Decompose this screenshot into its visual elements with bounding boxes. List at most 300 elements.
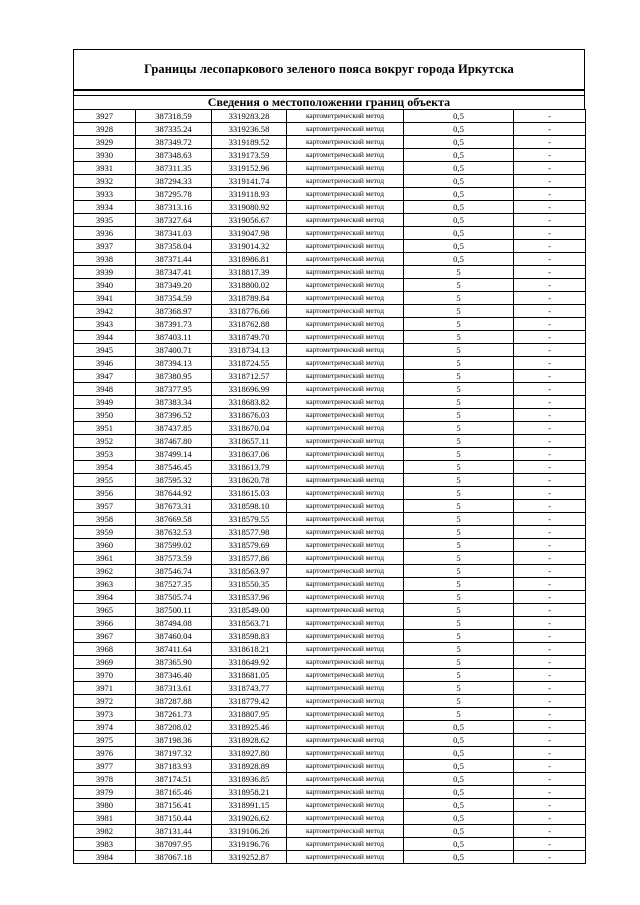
- point-number-cell: 3937: [74, 240, 136, 253]
- accuracy-cell: 5: [404, 578, 514, 591]
- accuracy-cell: 0,5: [404, 214, 514, 227]
- description-cell: -: [514, 799, 586, 812]
- point-number-cell: 3966: [74, 617, 136, 630]
- y-coordinate-cell: 3319189.52: [212, 136, 287, 149]
- point-number-cell: 3978: [74, 773, 136, 786]
- description-cell: -: [514, 266, 586, 279]
- accuracy-cell: 5: [404, 565, 514, 578]
- y-coordinate-cell: 3318734.13: [212, 344, 287, 357]
- description-cell: -: [514, 214, 586, 227]
- method-cell: картометрический метод: [287, 149, 404, 162]
- table-row: [74, 422, 586, 435]
- point-number-cell: 3958: [74, 513, 136, 526]
- accuracy-cell: 0,5: [404, 110, 514, 123]
- description-cell: -: [514, 123, 586, 136]
- point-number-cell: 3955: [74, 474, 136, 487]
- accuracy-cell: 5: [404, 474, 514, 487]
- accuracy-cell: 0,5: [404, 786, 514, 799]
- method-cell: картометрический метод: [287, 240, 404, 253]
- method-cell: картометрический метод: [287, 123, 404, 136]
- table-row: [74, 539, 586, 552]
- method-cell: картометрический метод: [287, 825, 404, 838]
- method-cell: картометрический метод: [287, 136, 404, 149]
- point-number-cell: 3936: [74, 227, 136, 240]
- accuracy-cell: 0,5: [404, 175, 514, 188]
- y-coordinate-cell: 3319252.87: [212, 851, 287, 864]
- point-number-cell: 3934: [74, 201, 136, 214]
- accuracy-cell: 5: [404, 682, 514, 695]
- x-coordinate-cell: 387347.41: [136, 266, 212, 279]
- point-number-cell: 3952: [74, 435, 136, 448]
- y-coordinate-cell: 3318676.03: [212, 409, 287, 422]
- method-cell: картометрический метод: [287, 318, 404, 331]
- method-cell: картометрический метод: [287, 422, 404, 435]
- y-coordinate-cell: 3319056.67: [212, 214, 287, 227]
- accuracy-cell: 0,5: [404, 188, 514, 201]
- method-cell: картометрический метод: [287, 162, 404, 175]
- y-coordinate-cell: 3318743.77: [212, 682, 287, 695]
- accuracy-cell: 5: [404, 487, 514, 500]
- point-number-cell: 3975: [74, 734, 136, 747]
- table-row: [74, 162, 586, 175]
- point-number-cell: 3971: [74, 682, 136, 695]
- accuracy-cell: 5: [404, 604, 514, 617]
- accuracy-cell: 5: [404, 448, 514, 461]
- description-cell: -: [514, 227, 586, 240]
- method-cell: картометрический метод: [287, 617, 404, 630]
- table-row: [74, 487, 586, 500]
- method-cell: картометрический метод: [287, 344, 404, 357]
- y-coordinate-cell: 3319047.98: [212, 227, 287, 240]
- point-number-cell: 3960: [74, 539, 136, 552]
- section-subtitle: Сведения о местоположении границ объекта: [73, 96, 585, 109]
- table-row: [74, 188, 586, 201]
- table-row: [74, 565, 586, 578]
- x-coordinate-cell: 387198.36: [136, 734, 212, 747]
- method-cell: картометрический метод: [287, 539, 404, 552]
- description-cell: -: [514, 838, 586, 851]
- description-cell: -: [514, 175, 586, 188]
- accuracy-cell: 5: [404, 331, 514, 344]
- method-cell: картометрический метод: [287, 838, 404, 851]
- accuracy-cell: 0,5: [404, 747, 514, 760]
- point-number-cell: 3940: [74, 279, 136, 292]
- x-coordinate-cell: 387349.20: [136, 279, 212, 292]
- point-number-cell: 3984: [74, 851, 136, 864]
- point-number-cell: 3949: [74, 396, 136, 409]
- accuracy-cell: 0,5: [404, 825, 514, 838]
- y-coordinate-cell: 3318637.06: [212, 448, 287, 461]
- x-coordinate-cell: 387287.88: [136, 695, 212, 708]
- method-cell: картометрический метод: [287, 773, 404, 786]
- x-coordinate-cell: 387295.78: [136, 188, 212, 201]
- x-coordinate-cell: 387335.24: [136, 123, 212, 136]
- point-number-cell: 3933: [74, 188, 136, 201]
- x-coordinate-cell: 387346.40: [136, 669, 212, 682]
- table-row: [74, 591, 586, 604]
- accuracy-cell: 5: [404, 279, 514, 292]
- document-title: Границы лесопаркового зеленого пояса вокруг города Иркутска: [73, 49, 585, 90]
- table-row: [74, 344, 586, 357]
- table-row: [74, 825, 586, 838]
- table-row: [74, 201, 586, 214]
- y-coordinate-cell: 3318618.21: [212, 643, 287, 656]
- point-number-cell: 3977: [74, 760, 136, 773]
- y-coordinate-cell: 3318789.84: [212, 292, 287, 305]
- description-cell: -: [514, 240, 586, 253]
- point-number-cell: 3948: [74, 383, 136, 396]
- description-cell: -: [514, 617, 586, 630]
- accuracy-cell: 0,5: [404, 734, 514, 747]
- table-row: [74, 279, 586, 292]
- y-coordinate-cell: 3319196.76: [212, 838, 287, 851]
- y-coordinate-cell: 3318807.95: [212, 708, 287, 721]
- accuracy-cell: 5: [404, 539, 514, 552]
- table-row: [74, 721, 586, 734]
- x-coordinate-cell: 387067.18: [136, 851, 212, 864]
- description-cell: -: [514, 760, 586, 773]
- x-coordinate-cell: 387460.04: [136, 630, 212, 643]
- accuracy-cell: 0,5: [404, 799, 514, 812]
- description-cell: -: [514, 721, 586, 734]
- x-coordinate-cell: 387467.80: [136, 435, 212, 448]
- accuracy-cell: 0,5: [404, 136, 514, 149]
- description-cell: -: [514, 435, 586, 448]
- table-row: [74, 838, 586, 851]
- x-coordinate-cell: 387174.51: [136, 773, 212, 786]
- description-cell: -: [514, 604, 586, 617]
- method-cell: картометрический метод: [287, 734, 404, 747]
- accuracy-cell: 5: [404, 630, 514, 643]
- table-row: [74, 669, 586, 682]
- description-cell: -: [514, 253, 586, 266]
- y-coordinate-cell: 3318762.88: [212, 318, 287, 331]
- accuracy-cell: 5: [404, 656, 514, 669]
- method-cell: картометрический метод: [287, 604, 404, 617]
- description-cell: -: [514, 786, 586, 799]
- description-cell: -: [514, 357, 586, 370]
- table-row: [74, 643, 586, 656]
- method-cell: картометрический метод: [287, 552, 404, 565]
- table-row: [74, 435, 586, 448]
- x-coordinate-cell: 387208.02: [136, 721, 212, 734]
- description-cell: -: [514, 305, 586, 318]
- description-cell: -: [514, 773, 586, 786]
- table-row: [74, 318, 586, 331]
- description-cell: -: [514, 630, 586, 643]
- x-coordinate-cell: 387318.59: [136, 110, 212, 123]
- point-number-cell: 3957: [74, 500, 136, 513]
- point-number-cell: 3938: [74, 253, 136, 266]
- y-coordinate-cell: 3318696.99: [212, 383, 287, 396]
- method-cell: картометрический метод: [287, 474, 404, 487]
- x-coordinate-cell: 387437.85: [136, 422, 212, 435]
- description-cell: -: [514, 526, 586, 539]
- description-cell: -: [514, 812, 586, 825]
- point-number-cell: 3961: [74, 552, 136, 565]
- x-coordinate-cell: 387599.02: [136, 539, 212, 552]
- y-coordinate-cell: 3318683.82: [212, 396, 287, 409]
- y-coordinate-cell: 3318577.86: [212, 552, 287, 565]
- accuracy-cell: 5: [404, 643, 514, 656]
- method-cell: картометрический метод: [287, 578, 404, 591]
- table-row: [74, 396, 586, 409]
- method-cell: картометрический метод: [287, 383, 404, 396]
- table-row: [74, 110, 586, 123]
- method-cell: картометрический метод: [287, 721, 404, 734]
- table-row: [74, 552, 586, 565]
- point-number-cell: 3981: [74, 812, 136, 825]
- method-cell: картометрический метод: [287, 630, 404, 643]
- accuracy-cell: 5: [404, 318, 514, 331]
- x-coordinate-cell: 387394.13: [136, 357, 212, 370]
- accuracy-cell: 5: [404, 500, 514, 513]
- accuracy-cell: 5: [404, 669, 514, 682]
- description-cell: -: [514, 461, 586, 474]
- table-row: [74, 682, 586, 695]
- description-cell: -: [514, 708, 586, 721]
- x-coordinate-cell: 387371.44: [136, 253, 212, 266]
- y-coordinate-cell: 3318712.57: [212, 370, 287, 383]
- accuracy-cell: 0,5: [404, 721, 514, 734]
- x-coordinate-cell: 387494.08: [136, 617, 212, 630]
- point-number-cell: 3956: [74, 487, 136, 500]
- table-row: [74, 409, 586, 422]
- y-coordinate-cell: 3319080.92: [212, 201, 287, 214]
- x-coordinate-cell: 387403.11: [136, 331, 212, 344]
- method-cell: картометрический метод: [287, 227, 404, 240]
- table-row: [74, 578, 586, 591]
- table-row: [74, 656, 586, 669]
- y-coordinate-cell: 3318681.05: [212, 669, 287, 682]
- description-cell: -: [514, 396, 586, 409]
- x-coordinate-cell: 387595.32: [136, 474, 212, 487]
- description-cell: -: [514, 734, 586, 747]
- y-coordinate-cell: 3318579.55: [212, 513, 287, 526]
- x-coordinate-cell: 387573.59: [136, 552, 212, 565]
- accuracy-cell: 5: [404, 591, 514, 604]
- y-coordinate-cell: 3319236.58: [212, 123, 287, 136]
- description-cell: -: [514, 643, 586, 656]
- point-number-cell: 3963: [74, 578, 136, 591]
- y-coordinate-cell: 3318537.96: [212, 591, 287, 604]
- y-coordinate-cell: 3318800.02: [212, 279, 287, 292]
- accuracy-cell: 5: [404, 383, 514, 396]
- accuracy-cell: 5: [404, 513, 514, 526]
- y-coordinate-cell: 3318927.80: [212, 747, 287, 760]
- x-coordinate-cell: 387505.74: [136, 591, 212, 604]
- table-row: [74, 604, 586, 617]
- x-coordinate-cell: 387391.73: [136, 318, 212, 331]
- accuracy-cell: 0,5: [404, 838, 514, 851]
- description-cell: -: [514, 448, 586, 461]
- description-cell: -: [514, 474, 586, 487]
- description-cell: -: [514, 669, 586, 682]
- method-cell: картометрический метод: [287, 851, 404, 864]
- table-row: [74, 292, 586, 305]
- accuracy-cell: 5: [404, 422, 514, 435]
- description-cell: -: [514, 513, 586, 526]
- y-coordinate-cell: 3318958.21: [212, 786, 287, 799]
- point-number-cell: 3943: [74, 318, 136, 331]
- x-coordinate-cell: 387294.33: [136, 175, 212, 188]
- x-coordinate-cell: 387313.16: [136, 201, 212, 214]
- point-number-cell: 3976: [74, 747, 136, 760]
- method-cell: картометрический метод: [287, 591, 404, 604]
- accuracy-cell: 0,5: [404, 201, 514, 214]
- y-coordinate-cell: 3318724.55: [212, 357, 287, 370]
- table-row: [74, 786, 586, 799]
- point-number-cell: 3968: [74, 643, 136, 656]
- description-cell: -: [514, 149, 586, 162]
- table-row: [74, 383, 586, 396]
- y-coordinate-cell: 3319152.96: [212, 162, 287, 175]
- accuracy-cell: 5: [404, 435, 514, 448]
- point-number-cell: 3982: [74, 825, 136, 838]
- x-coordinate-cell: 387546.45: [136, 461, 212, 474]
- accuracy-cell: 0,5: [404, 812, 514, 825]
- method-cell: картометрический метод: [287, 331, 404, 344]
- table-row: [74, 136, 586, 149]
- method-cell: картометрический метод: [287, 435, 404, 448]
- method-cell: картометрический метод: [287, 656, 404, 669]
- accuracy-cell: 0,5: [404, 253, 514, 266]
- y-coordinate-cell: 3318577.98: [212, 526, 287, 539]
- x-coordinate-cell: 387400.71: [136, 344, 212, 357]
- method-cell: картометрический метод: [287, 747, 404, 760]
- description-cell: -: [514, 279, 586, 292]
- accuracy-cell: 0,5: [404, 773, 514, 786]
- x-coordinate-cell: 387396.52: [136, 409, 212, 422]
- x-coordinate-cell: 387644.92: [136, 487, 212, 500]
- table-row: [74, 370, 586, 383]
- x-coordinate-cell: 387383.34: [136, 396, 212, 409]
- y-coordinate-cell: 3318563.97: [212, 565, 287, 578]
- point-number-cell: 3932: [74, 175, 136, 188]
- description-cell: -: [514, 409, 586, 422]
- y-coordinate-cell: 3319173.59: [212, 149, 287, 162]
- method-cell: картометрический метод: [287, 799, 404, 812]
- table-row: [74, 747, 586, 760]
- table-row: [74, 461, 586, 474]
- description-cell: -: [514, 331, 586, 344]
- point-number-cell: 3965: [74, 604, 136, 617]
- x-coordinate-cell: 387380.95: [136, 370, 212, 383]
- description-cell: -: [514, 565, 586, 578]
- table-row: [74, 474, 586, 487]
- point-number-cell: 3972: [74, 695, 136, 708]
- description-cell: -: [514, 162, 586, 175]
- y-coordinate-cell: 3318598.83: [212, 630, 287, 643]
- y-coordinate-cell: 3318549.00: [212, 604, 287, 617]
- method-cell: картометрический метод: [287, 565, 404, 578]
- table-row: [74, 149, 586, 162]
- method-cell: картометрический метод: [287, 292, 404, 305]
- y-coordinate-cell: 3318986.81: [212, 253, 287, 266]
- accuracy-cell: 5: [404, 396, 514, 409]
- x-coordinate-cell: 387377.95: [136, 383, 212, 396]
- description-cell: -: [514, 188, 586, 201]
- table-row: [74, 214, 586, 227]
- table-row: [74, 773, 586, 786]
- accuracy-cell: 0,5: [404, 240, 514, 253]
- description-cell: -: [514, 318, 586, 331]
- x-coordinate-cell: 387165.46: [136, 786, 212, 799]
- table-row: [74, 253, 586, 266]
- accuracy-cell: 0,5: [404, 123, 514, 136]
- point-number-cell: 3962: [74, 565, 136, 578]
- method-cell: картометрический метод: [287, 214, 404, 227]
- accuracy-cell: 0,5: [404, 851, 514, 864]
- y-coordinate-cell: 3318817.39: [212, 266, 287, 279]
- x-coordinate-cell: 387527.35: [136, 578, 212, 591]
- point-number-cell: 3964: [74, 591, 136, 604]
- point-number-cell: 3945: [74, 344, 136, 357]
- y-coordinate-cell: 3318936.85: [212, 773, 287, 786]
- description-cell: -: [514, 591, 586, 604]
- table-row: [74, 812, 586, 825]
- accuracy-cell: 5: [404, 357, 514, 370]
- x-coordinate-cell: 387156.41: [136, 799, 212, 812]
- description-cell: -: [514, 344, 586, 357]
- point-number-cell: 3935: [74, 214, 136, 227]
- y-coordinate-cell: 3319026.62: [212, 812, 287, 825]
- accuracy-cell: 5: [404, 461, 514, 474]
- method-cell: картометрический метод: [287, 786, 404, 799]
- point-number-cell: 3979: [74, 786, 136, 799]
- point-number-cell: 3973: [74, 708, 136, 721]
- table-row: [74, 175, 586, 188]
- description-cell: -: [514, 487, 586, 500]
- description-cell: -: [514, 136, 586, 149]
- x-coordinate-cell: 387348.63: [136, 149, 212, 162]
- method-cell: картометрический метод: [287, 643, 404, 656]
- x-coordinate-cell: 387150.44: [136, 812, 212, 825]
- accuracy-cell: 0,5: [404, 162, 514, 175]
- method-cell: картометрический метод: [287, 175, 404, 188]
- table-row: [74, 513, 586, 526]
- accuracy-cell: 5: [404, 344, 514, 357]
- description-cell: -: [514, 370, 586, 383]
- table-row: [74, 617, 586, 630]
- table-row: [74, 760, 586, 773]
- point-number-cell: 3983: [74, 838, 136, 851]
- description-cell: -: [514, 578, 586, 591]
- x-coordinate-cell: 387500.11: [136, 604, 212, 617]
- description-cell: -: [514, 695, 586, 708]
- point-number-cell: 3974: [74, 721, 136, 734]
- method-cell: картометрический метод: [287, 253, 404, 266]
- x-coordinate-cell: 387673.31: [136, 500, 212, 513]
- y-coordinate-cell: 3318928.62: [212, 734, 287, 747]
- point-number-cell: 3927: [74, 110, 136, 123]
- method-cell: картометрический метод: [287, 396, 404, 409]
- y-coordinate-cell: 3318563.71: [212, 617, 287, 630]
- point-number-cell: 3941: [74, 292, 136, 305]
- method-cell: картометрический метод: [287, 500, 404, 513]
- accuracy-cell: 5: [404, 708, 514, 721]
- x-coordinate-cell: 387183.93: [136, 760, 212, 773]
- table-row: [74, 734, 586, 747]
- x-coordinate-cell: 387131.44: [136, 825, 212, 838]
- accuracy-cell: 5: [404, 617, 514, 630]
- x-coordinate-cell: 387632.53: [136, 526, 212, 539]
- point-number-cell: 3950: [74, 409, 136, 422]
- table-row: [74, 851, 586, 864]
- table-row: [74, 500, 586, 513]
- accuracy-cell: 5: [404, 695, 514, 708]
- x-coordinate-cell: 387358.04: [136, 240, 212, 253]
